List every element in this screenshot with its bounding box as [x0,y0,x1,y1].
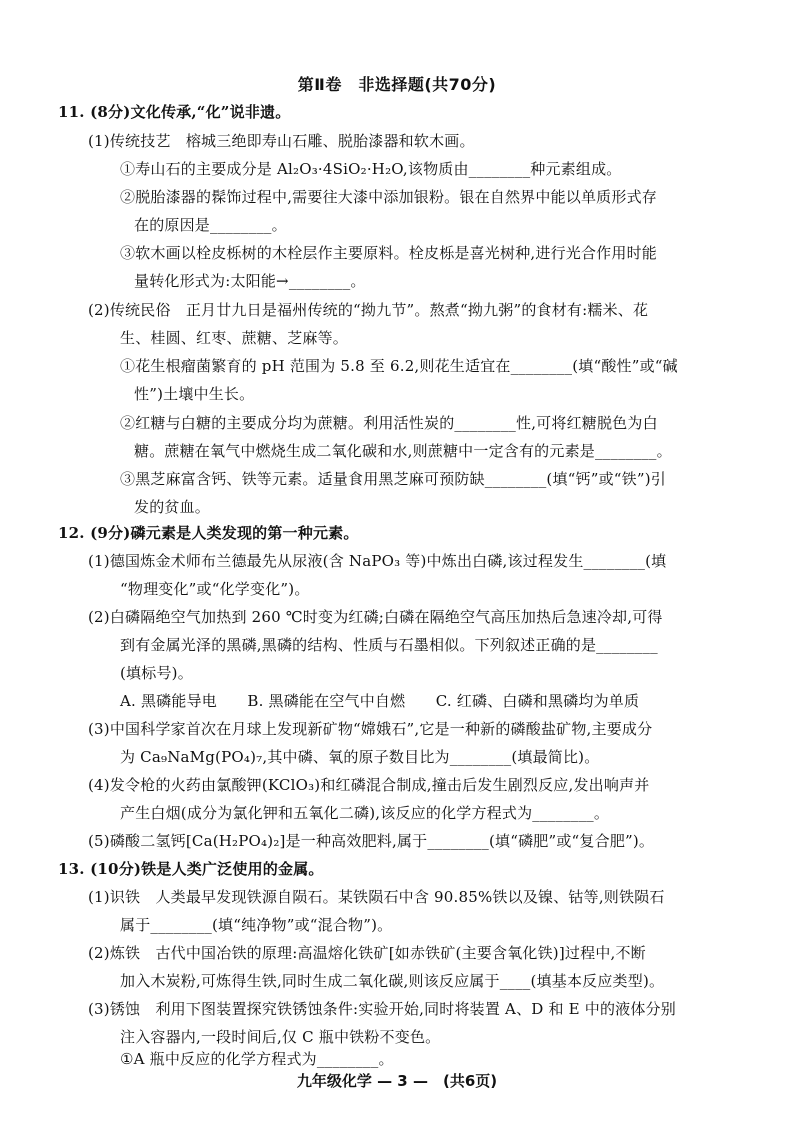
q11-1-item3-cont: 量转化形式为:太阳能→________。 [134,272,366,290]
q13-part3-cont: 注入容器内,一段时间后,仅 C 瓶中铁粉不变色。 [120,1028,441,1046]
q11-2-item1: ①花生根瘤菌繁育的 pH 范围为 5.8 至 6.2,则花生适宜在________(填“酸性”或“碱 [120,357,678,375]
page-footer: 九年级化学 — 3 — (共6页) [296,1072,498,1090]
q11-part2-cont: 生、桂圆、红枣、蔗糖、芝麻等。 [120,329,349,347]
section-title: 第Ⅱ卷 非选择题(共70分) [297,75,497,94]
q12-part1: (1)德国炼金术师布兰德最先从尿液(含 NaPO₃ 等)中炼出白磷,该过程发生________(填 [88,552,667,570]
q11-1-item2: ②脱胎漆器的髹饰过程中,需要往大漆中添加银粉。银在自然界中能以单质形式存 [120,188,657,206]
q12-part3-cont: 为 Ca₉NaMg(PO₄)₇,其中磷、氧的原子数目比为________(填最简比)。 [120,748,600,766]
q11-part1: (1)传统技艺 榕城三绝即寿山石雕、脱胎漆器和软木画。 [88,132,475,150]
q12-part4: (4)发令枪的火药由氯酸钾(KClO₃)和红磷混合制成,撞击后发生剧烈反应,发出响声并 [88,776,650,794]
q11-2-item3-cont: 发的贫血。 [134,498,211,516]
q11-part2: (2)传统民俗 正月廿九日是福州传统的“拗九节”。熬煮“拗九粥”的食材有:糯米、花 [88,301,649,319]
q13-part1-cont: 属于________(填“纯净物”或“混合物”)。 [120,916,393,934]
q13-part3: (3)锈蚀 利用下图装置探究铁锈蚀条件:实验开始,同时将装置 A、D 和 E 中的液体分别 [88,1000,676,1018]
q12-part2-cont2: (填标号)。 [120,664,193,682]
q11-2-item1-cont: 性”)土壤中生长。 [134,385,255,403]
q12-part1-cont: “物理变化”或“化学变化”)。 [120,580,310,598]
q11-2-item2: ②红糖与白糖的主要成分均为蔗糖。利用活性炭的________性,可将红糖脱色为白 [120,414,658,432]
q12-part2: (2)白磷隔绝空气加热到 260 ℃时变为红磷;白磷在隔绝空气高压加热后急速冷却,可得 [88,608,663,626]
q12-heading: 12. (9分)磷元素是人类发现的第一种元素。 [58,524,359,542]
q12-part2-cont: 到有金属光泽的黑磷,黑磷的结构、性质与石墨相似。下列叙述正确的是________ [120,636,658,654]
q12-options: A. 黑磷能导电 B. 黑磷能在空气中自燃 C. 红磷、白磷和黑磷均为单质 [120,692,640,710]
q11-2-item2-cont: 糖。蔗糖在氧气中燃烧生成二氧化碳和水,则蔗糖中一定含有的元素是________。 [134,442,672,460]
q13-3-item1: ①A 瓶中反应的化学方程式为________。 [120,1050,394,1068]
q11-1-item1: ①寿山石的主要成分是 Al₂O₃·4SiO₂·H₂O,该物质由________种元素组成。 [120,160,622,178]
q11-2-item3: ③黑芝麻富含钙、铁等元素。适量食用黑芝麻可预防缺________(填“钙”或“铁”)引 [120,470,666,488]
q11-1-item2-cont: 在的原因是________。 [134,216,287,234]
q12-part3: (3)中国科学家首次在月球上发现新矿物“嫦娥石”,它是一种新的磷酸盐矿物,主要成分 [88,720,653,738]
q13-part2: (2)炼铁 古代中国冶铁的原理:高温熔化铁矿[如赤铁矿(主要含氧化铁)]过程中,不断 [88,944,646,962]
q12-part4-cont: 产生白烟(成分为氯化钾和五氧化二磷),该反应的化学方程式为________。 [120,804,610,822]
q13-heading: 13. (10分)铁是人类广泛使用的金属。 [58,860,324,878]
q12-part5: (5)磷酸二氢钙[Ca(H₂PO₄)₂]是一种高效肥料,属于________(填“磷肥”或“复合肥”)。 [88,832,655,850]
q13-part1: (1)识铁 人类最早发现铁源自陨石。某铁陨石中含 90.85%铁以及镍、钴等,则铁陨石 [88,888,665,906]
q11-heading: 11. (8分)文化传承,“化”说非遗。 [58,103,291,121]
q11-1-item3: ③软木画以栓皮栎树的木栓层作主要原料。栓皮栎是喜光树种,进行光合作用时能 [120,244,657,262]
q13-part2-cont: 加入木炭粉,可炼得生铁,同时生成二氧化碳,则该反应属于____(填基本反应类型)。 [120,972,665,990]
